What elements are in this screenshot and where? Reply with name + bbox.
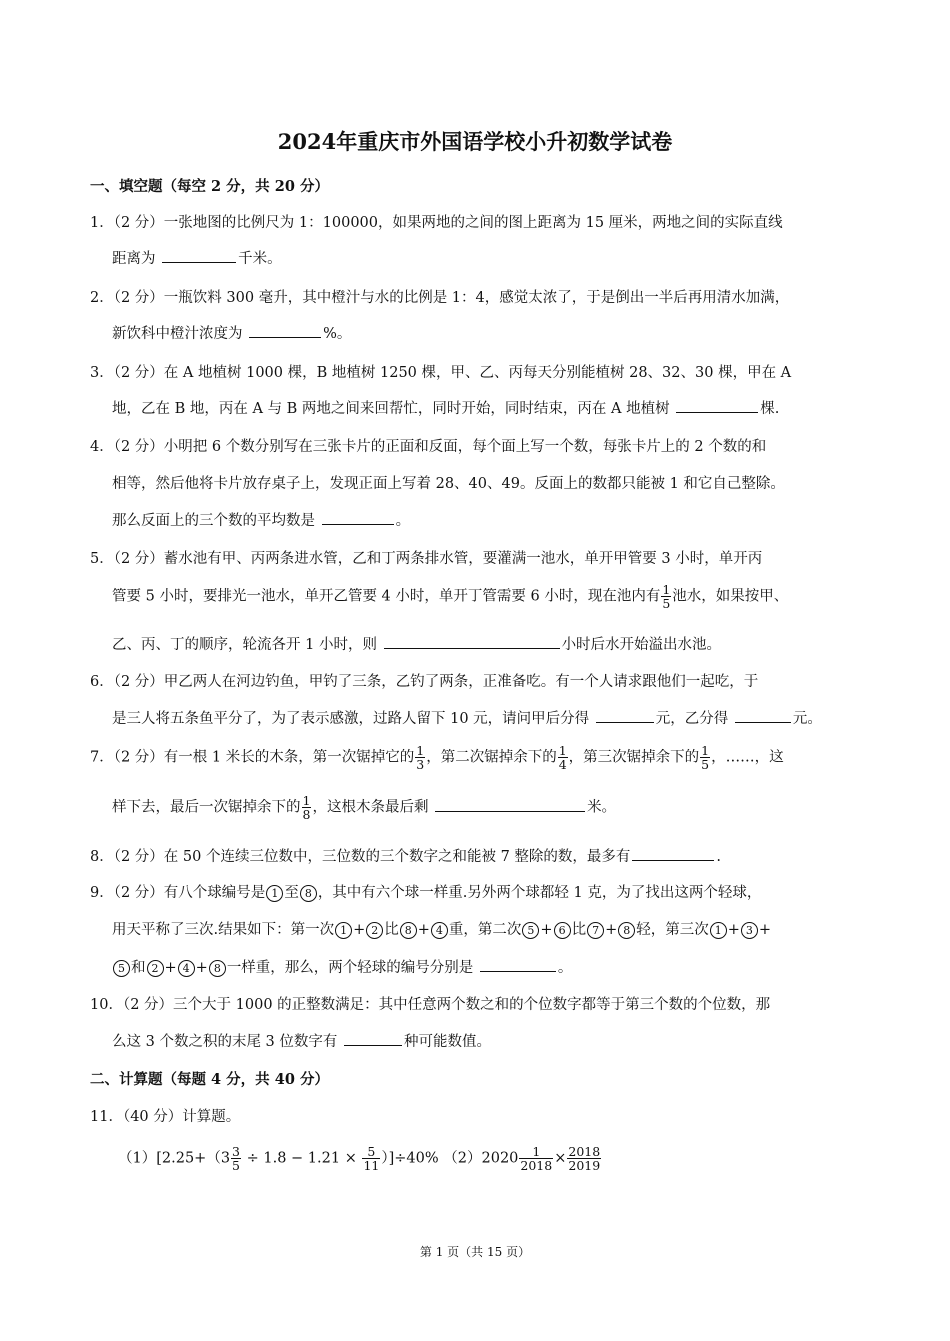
text: 用天平称了三次.结果如下：第一次 [112,922,335,938]
circled-number: 2 [147,960,164,977]
circled-number: 8 [400,922,417,939]
circled-number: 5 [522,922,539,939]
section-heading-fill-blank: 一、填空题（每空 2 分，共 20 分） [90,178,329,195]
text: + [758,922,772,938]
text: + [540,922,553,938]
question-5-line-1: 5．（2 分）蓄水池有甲、丙两条进水管，乙和丁两条排水管，要灌满一池水，单开甲管要 3 小时，单开丙 [90,551,763,567]
text: 米。 [587,799,617,816]
text: 比 [571,922,587,938]
text: 。 [395,513,411,529]
circled-number: 6 [554,922,571,939]
question-5-line-3 [112,633,721,654]
question-4-line-2: 相等，然后他将卡片放存桌子上，发现正面上写着 28、40、49。反面上的数都只能被 1 和它自己整除。 [112,476,785,492]
numerator: 2018 [568,1144,601,1159]
question-2-line-1: 2．（2 分）一瓶饮料 300 毫升，其中橙汁与水的比例是 1：4，感觉太浓了，于是倒出一半后再用清水加满， [90,290,790,306]
text: （1）[2.25+（3 [118,1150,231,1167]
question-7-line-2 [112,794,616,821]
text: 是三人将五条鱼平分了，为了表示感激，过路人留下 10 元，请问甲后分得 [112,711,594,727]
text: 池水，如果按甲、 [672,588,789,605]
text: ，第二次锯掉余下的 [426,749,557,766]
text: ，……，这 [711,749,784,766]
text: 9．（2 分）有八个球编号是 [90,885,266,901]
answer-blank[interactable] [596,707,654,723]
text: ，其中有六个球一样重.另外两个球都轻 1 克，为了找出这两个轻球， [317,885,762,901]
question-3-line-1: 3．（2 分）在 A 地植树 1000 棵，B 地植树 1250 棵，甲、乙、丙每天分别能植树 28、32、30 棵，甲在 A [90,365,792,381]
text: 千米。 [238,251,282,267]
circled-number: 8 [300,885,317,902]
text: ÷ 1.8 − 1.21 × [242,1150,362,1167]
text: 种可能数值。 [404,1034,491,1050]
text: 那么反面上的三个数的平均数是 [112,513,320,529]
circled-number: 4 [178,960,195,977]
denominator: 5 [232,1158,240,1173]
fraction [567,1145,601,1172]
text: 和 [131,960,146,976]
denominator: 5 [701,757,710,772]
circled-number: 4 [431,922,448,939]
text: × [554,1150,567,1167]
text: 重，第二次 [448,922,522,938]
answer-blank[interactable] [162,247,236,263]
question-7-line-1 [90,744,784,771]
question-1-line-1: 1．（2 分）一张地图的比例尺为 1：100000，如果两地的之间的图上距离为 15 厘米，两地之间的实际直线 [90,215,783,231]
circled-number: 1 [335,922,352,939]
text: 8．（2 分）在 50 个连续三位数中，三位数的三个数字之和能被 7 整除的数，最多有 [90,849,631,865]
text: 轻，第三次 [636,922,709,938]
page-title: 2024年重庆市外国语学校小升初数学试卷 [277,129,673,154]
fraction [362,1145,380,1172]
question-9-line-3 [112,956,572,977]
question-5-line-2 [112,583,788,610]
circled-number: 8 [209,960,226,977]
question-10-line-1: 10．（2 分）三个大于 1000 的正整数满足：其中任意两个数之和的个位数字都等于第三个数的个位数，那 [90,997,771,1013]
text: %。 [323,326,352,342]
answer-blank[interactable] [735,707,791,723]
circled-number: 1 [266,885,283,902]
circled-number: 8 [618,922,635,939]
question-11-heading: 11．（40 分）计算题。 [90,1109,241,1125]
text: + [417,922,430,938]
text: 7．（2 分）有一根 1 米长的木条，第一次锯掉它的 [90,749,415,766]
fraction [302,794,312,821]
circled-number: 2 [366,922,383,939]
text: 距离为 [112,251,161,267]
text: + [727,922,740,938]
denominator: 8 [302,807,311,822]
text: 地，乙在 B 地，丙在 A 与 B 两地之间来回帮忙，同时开始，同时结束，丙在 A 地植树 [112,401,675,417]
fraction [231,1145,241,1172]
question-9-line-1 [90,881,761,902]
text: ）]÷40% [381,1150,439,1167]
question-4-line-3 [112,509,410,530]
text: ，第三次锯掉余下的 [568,749,700,766]
denominator: 4 [558,757,567,772]
text: 乙、丙、丁的顺序，轮流各开 1 小时，则 [112,637,382,653]
text: 么这 3 个数之积的末尾 3 位数字有 [112,1034,342,1050]
circled-number: 3 [741,922,758,939]
text: . [716,849,722,865]
denominator: 2019 [568,1158,601,1173]
answer-blank[interactable] [322,509,394,525]
numerator: 1 [662,582,671,597]
answer-blank[interactable] [344,1030,402,1046]
numerator: 1 [558,743,567,758]
answer-blank[interactable] [249,322,321,338]
text: 元，乙分得 [655,711,733,727]
answer-blank[interactable] [676,397,758,413]
answer-blank[interactable] [384,633,560,649]
text: 元。 [792,711,822,727]
text: 比 [384,922,399,938]
section-heading-calculation: 二、计算题（每题 4 分，共 40 分） [90,1071,329,1088]
question-8-line-1 [90,845,721,866]
numerator: 3 [232,1144,240,1159]
answer-blank[interactable] [632,845,714,861]
circled-number: 1 [710,922,727,939]
text: （2）2020 [443,1150,519,1167]
numerator: 5 [362,1145,380,1159]
question-11-expressions [118,1145,602,1172]
text: 棵. [760,401,780,417]
text: + [353,922,366,938]
numerator: 1 [302,793,311,808]
fraction [415,744,425,771]
text: 样下去，最后一次锯掉余下的 [112,799,301,816]
numerator: 1 [701,743,710,758]
numerator: 1 [519,1145,553,1159]
text: 至 [284,885,299,901]
fraction [519,1145,553,1172]
fraction [558,744,568,771]
fraction [661,583,671,610]
denominator: 3 [416,757,425,772]
text: + [605,922,618,938]
answer-blank[interactable] [435,796,585,812]
denominator: 5 [662,596,671,611]
text: 。 [557,960,573,976]
text: + [164,960,177,976]
circled-number: 7 [587,922,604,939]
page-footer: 第 1 页（共 15 页） [419,1245,531,1259]
question-3-line-2 [112,397,779,418]
denominator: 2018 [520,1158,553,1173]
question-1-line-2 [112,247,282,268]
text: ，这根木条最后剩 [312,799,434,816]
question-4-line-1: 4．（2 分）小明把 6 个数分别写在三张卡片的正面和反面，每个面上写一个数，每张卡片上的 2 个数的和 [90,439,767,455]
text: 新饮科中橙汁浓度为 [112,326,248,342]
answer-blank[interactable] [480,956,556,972]
text: 小时后水开始溢出水池。 [561,637,722,653]
question-6-line-2 [112,707,822,728]
question-6-line-1: 6．（2 分）甲乙两人在河边钓鱼，甲钓了三条，乙钓了两条，正准备吃。有一个人请求跟他们一起吃，于 [90,674,759,690]
numerator: 1 [416,743,425,758]
text: 管要 5 小时，要排光一池水，单开乙管要 4 小时，单开丁管需要 6 小时，现在池内有 [112,588,661,605]
fraction [700,744,710,771]
question-2-line-2 [112,322,351,343]
question-10-line-2 [112,1030,491,1051]
text: + [195,960,208,976]
text: 一样重，那么，两个轻球的编号分别是 [226,960,478,976]
circled-number: 5 [113,960,130,977]
denominator: 11 [363,1158,380,1173]
question-9-line-2 [112,918,771,939]
